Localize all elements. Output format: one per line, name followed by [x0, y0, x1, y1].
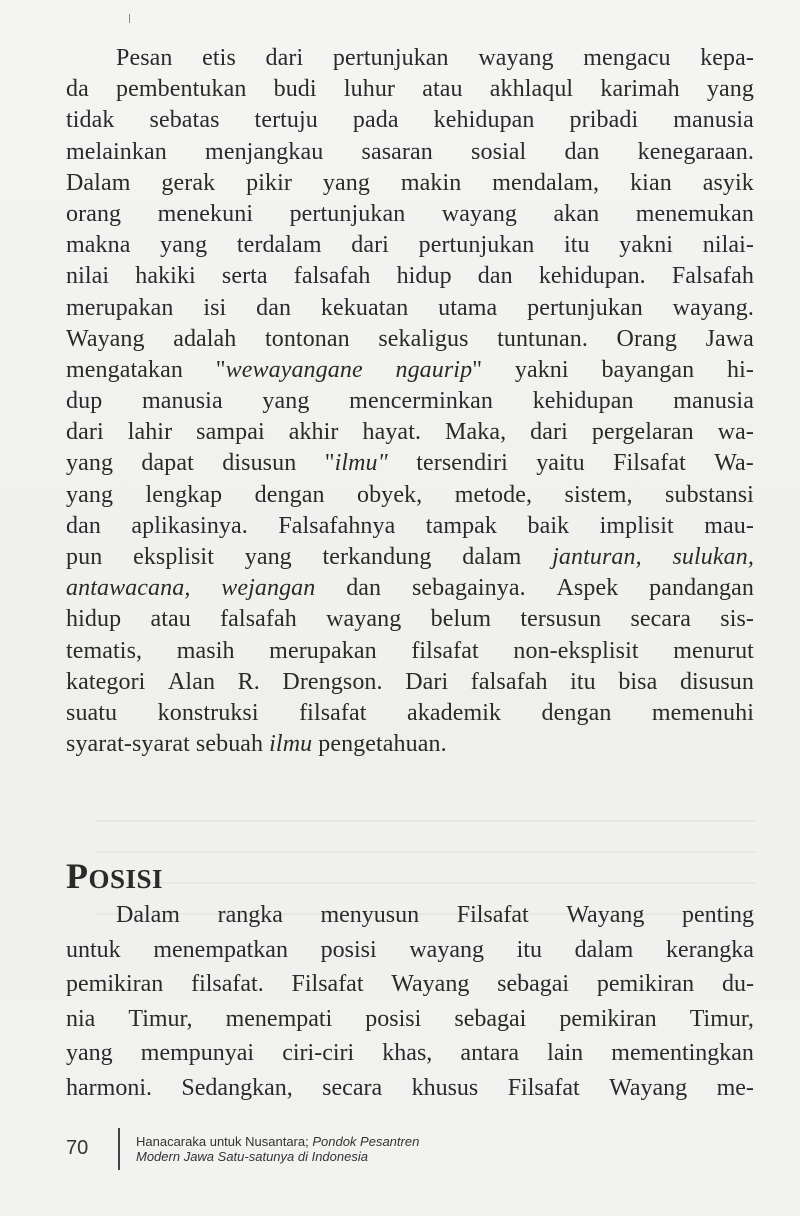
word: terkandung: [322, 544, 432, 570]
word: pemikiran: [596, 971, 695, 997]
word: terdalam: [236, 232, 322, 259]
word: Falsafahnya: [278, 512, 396, 539]
word: dari: [351, 232, 389, 259]
word: Dalam: [116, 902, 180, 928]
word: nia: [66, 1005, 96, 1032]
body-line: [66, 230, 754, 261]
word: obyek,: [357, 481, 423, 508]
word: Sedangkan,: [181, 1074, 293, 1101]
word: sasaran: [361, 138, 433, 165]
word: manusia: [142, 388, 223, 415]
word: disusun: [679, 668, 754, 695]
word: Pesan: [116, 45, 173, 71]
word: mementingkan: [611, 1040, 754, 1066]
word: pada: [352, 107, 399, 134]
section-line: [66, 1071, 754, 1106]
word: akhir: [288, 419, 339, 446]
word: bisa: [618, 668, 658, 695]
word: Filsafat: [613, 450, 686, 477]
word: tertuju: [254, 107, 318, 134]
word: pengetahuan.: [318, 731, 447, 758]
word: wejangan: [221, 575, 316, 602]
heading-initial: P: [66, 856, 89, 896]
word: tampak: [425, 512, 498, 539]
word: falsafah: [220, 606, 297, 633]
word: hidup: [66, 606, 122, 633]
word: yang: [262, 388, 310, 415]
word: akan: [553, 200, 600, 227]
word: yaitu: [536, 450, 585, 477]
word: falsafah: [470, 668, 548, 695]
word: substansi: [665, 481, 754, 508]
word: orang: [66, 200, 122, 227]
word: yang: [66, 1040, 113, 1066]
section-line: [66, 933, 754, 968]
word: pertunjukan: [418, 232, 535, 259]
word: pertunjukan: [527, 294, 643, 321]
word: mempunyai: [140, 1040, 255, 1066]
word: menyusun: [320, 902, 420, 928]
word: asyik: [702, 169, 754, 196]
word: yang: [322, 169, 370, 196]
word: makna: [66, 232, 131, 259]
section-line: [66, 967, 754, 1002]
word: sebatas: [149, 107, 220, 134]
word: dan: [346, 575, 382, 602]
word: eksplisit: [133, 544, 214, 570]
word: pertunjukan: [332, 45, 449, 71]
word: sulukan,: [672, 544, 754, 570]
body-line: [66, 199, 754, 230]
word: pun: [66, 544, 103, 570]
word: adalah: [173, 325, 237, 352]
word: manusia: [673, 388, 754, 415]
word: yang: [244, 544, 292, 570]
word: wayang.: [672, 294, 754, 321]
word: lengkap: [145, 481, 223, 508]
word: pemikiran: [559, 1005, 657, 1032]
word: menekuni: [157, 200, 254, 227]
word: Wayang: [609, 1074, 688, 1101]
word: sebagainya.: [411, 575, 526, 602]
word: Drengson.: [282, 668, 383, 695]
word: kategori: [66, 668, 146, 695]
body-line: [66, 386, 754, 417]
word: sosial: [471, 138, 527, 165]
word: suatu: [66, 699, 118, 726]
word: Filsafat: [291, 971, 364, 997]
word: tersendiri: [416, 450, 508, 477]
word: syarat-syarat: [66, 731, 190, 758]
word: Filsafat: [507, 1074, 580, 1101]
word: dan: [256, 294, 292, 321]
word: Filsafat: [456, 902, 529, 928]
word: rangka: [217, 902, 283, 928]
word: pandangan: [649, 575, 754, 602]
word: merupakan: [269, 637, 377, 664]
word: wayang: [326, 606, 402, 633]
word: Orang: [616, 325, 678, 352]
word: Dalam: [66, 169, 131, 196]
word: ciri-ciri: [282, 1040, 355, 1066]
word: itu: [563, 232, 590, 259]
word: luhur: [343, 76, 396, 103]
word: ngaurip": [395, 356, 483, 383]
word: metode,: [454, 481, 533, 508]
body-line: [66, 636, 754, 667]
word: posisi: [320, 936, 377, 963]
body-line: [66, 667, 754, 698]
body-line: [66, 43, 754, 74]
word: dapat: [141, 450, 194, 477]
word: menurut: [673, 637, 754, 664]
word: Timur,: [128, 1005, 193, 1032]
word: akademik: [406, 699, 502, 726]
word: disusun: [222, 450, 297, 477]
section-line: [66, 898, 754, 933]
word: kehidupan.: [538, 263, 646, 290]
footer-divider: [118, 1128, 120, 1170]
word: tuntunan.: [497, 325, 588, 352]
book-title: Hanacaraka untuk Nusantara;: [136, 1134, 309, 1149]
word: isi: [203, 294, 227, 321]
body-line: [66, 729, 754, 760]
word: untuk: [66, 936, 121, 963]
word: lain: [547, 1040, 584, 1066]
word: atau: [422, 76, 463, 103]
word: Maka,: [445, 419, 507, 446]
word: utama: [438, 294, 498, 321]
word: filsafat: [299, 699, 367, 726]
word: mencerminkan: [349, 388, 493, 415]
word: kepa-: [700, 45, 754, 71]
word: wa-: [717, 419, 754, 446]
word: bayangan: [601, 356, 695, 383]
word: "wewayangane: [215, 356, 363, 383]
word: sekaligus: [378, 325, 469, 352]
word: itu: [570, 668, 596, 695]
word: yakni: [619, 232, 674, 259]
word: wayang: [409, 936, 484, 963]
word: baik: [527, 512, 570, 539]
word: secara: [322, 1074, 383, 1101]
word: hi-: [726, 356, 754, 383]
word: gerak: [161, 169, 216, 196]
body-line: [66, 261, 754, 292]
word: sampai: [196, 419, 265, 446]
body-line: [66, 573, 754, 604]
body-line: [66, 355, 754, 386]
body-line: [66, 137, 754, 168]
word: Wa-: [714, 450, 754, 477]
word: Jawa: [705, 325, 754, 352]
word: falsafah: [293, 263, 371, 290]
word: menempati: [225, 1005, 333, 1032]
word: pembentukan: [116, 76, 247, 103]
word: wayang: [478, 45, 554, 71]
word: Wayang: [66, 325, 145, 352]
body-line: [66, 542, 754, 573]
word: kenegaraan.: [637, 138, 754, 165]
word: du-: [721, 971, 754, 997]
word: tidak: [66, 107, 115, 134]
body-paragraph: [66, 43, 754, 760]
word: menemukan: [635, 200, 754, 227]
word: sebagai: [497, 971, 570, 997]
word: kerangka: [665, 936, 754, 963]
section-paragraph: [66, 898, 754, 1105]
word: dengan: [254, 481, 325, 508]
word: hakiki: [135, 263, 196, 290]
body-line: [66, 480, 754, 511]
word: Wayang: [566, 902, 645, 928]
word: wayang: [441, 200, 518, 227]
word: manusia: [673, 107, 754, 134]
word: akhlaqul: [489, 76, 574, 103]
word: implisit: [599, 512, 674, 539]
word: makin: [400, 169, 462, 196]
page-number: 70: [66, 1137, 89, 1159]
word: Dari: [405, 668, 449, 695]
body-line: [66, 604, 754, 635]
word: Aspek: [556, 575, 619, 602]
word: janturan,: [552, 544, 642, 570]
word: dengan: [541, 699, 612, 726]
word: dup: [66, 388, 103, 415]
word: yakni: [514, 356, 569, 383]
word: dari: [66, 419, 104, 446]
word: lahir: [127, 419, 173, 446]
page-footer: [66, 1128, 766, 1174]
word: memenuhi: [651, 699, 754, 726]
heading-rest: OSISI: [88, 864, 164, 894]
book-subtitle-2: Modern Jawa Satu-satunya di Indonesia: [136, 1149, 368, 1164]
word: kehidupan: [532, 388, 634, 415]
word: dari: [265, 45, 304, 71]
word: penting: [681, 902, 754, 928]
word: sebagai: [454, 1005, 527, 1032]
word: melainkan: [66, 138, 167, 165]
word: yang: [706, 76, 754, 103]
word: budi: [273, 76, 317, 103]
word: da: [66, 76, 89, 103]
word: yang: [66, 481, 114, 508]
word: nilai-: [702, 232, 754, 259]
word: serta: [221, 263, 268, 290]
word: dalam: [574, 936, 634, 963]
section-line: [66, 1036, 754, 1071]
word: mau-: [704, 512, 754, 539]
word: Timur,: [689, 1005, 754, 1032]
section-line: [66, 1002, 754, 1037]
word: sebuah: [195, 731, 264, 758]
word: pribadi: [569, 107, 639, 134]
word: nilai: [66, 263, 110, 290]
word: sistem,: [564, 481, 633, 508]
word: kekuatan: [320, 294, 409, 321]
word: filsafat.: [191, 971, 264, 997]
word: etis: [202, 45, 236, 71]
word: yang: [66, 450, 114, 477]
body-line: [66, 168, 754, 199]
word: sis-: [720, 606, 754, 633]
word: dan: [564, 138, 600, 165]
word: dan: [66, 512, 101, 539]
word: Alan: [168, 668, 216, 695]
word: dalam: [462, 544, 522, 570]
word: "ilmu": [324, 450, 388, 477]
word: kian: [630, 169, 672, 196]
word: masih: [176, 637, 235, 664]
word: atau: [150, 606, 191, 633]
body-line: [66, 448, 754, 479]
word: hidup: [396, 263, 452, 290]
body-line: [66, 74, 754, 105]
word: mengatakan: [66, 356, 183, 383]
word: karimah: [600, 76, 680, 103]
word: khas,: [382, 1040, 433, 1066]
word: Wayang: [391, 971, 470, 997]
word: aplikasinya.: [131, 512, 248, 539]
body-line: [66, 293, 754, 324]
word: menjangkau: [205, 138, 324, 165]
word: tontonan: [264, 325, 350, 352]
running-footer: [136, 1134, 419, 1164]
word: mendalam,: [492, 169, 600, 196]
book-subtitle-1: Pondok Pesantren: [312, 1134, 420, 1149]
word: itu: [516, 936, 542, 963]
word: Falsafah: [671, 263, 754, 290]
word: R.: [237, 668, 260, 695]
word: hayat.: [362, 419, 422, 446]
word: me-: [716, 1074, 754, 1101]
word: pikir: [246, 169, 292, 196]
word: khusus: [411, 1074, 479, 1101]
word: dan: [477, 263, 513, 290]
word: pemikiran: [66, 971, 164, 997]
word: pertunjukan: [289, 200, 406, 227]
body-line: [66, 105, 754, 136]
word: konstruksi: [157, 699, 259, 726]
body-line: [66, 698, 754, 729]
word: non-eksplisit: [513, 637, 639, 664]
word: dari: [530, 419, 568, 446]
scan-mark: [129, 14, 130, 23]
word: secara: [630, 606, 691, 633]
word: mengacu: [583, 45, 671, 71]
word: antawacana,: [66, 575, 191, 602]
word: posisi: [365, 1005, 422, 1032]
word: harmoni.: [66, 1074, 152, 1101]
word: belum: [430, 606, 492, 633]
word: kehidupan: [433, 107, 535, 134]
body-line: [66, 417, 754, 448]
word: tematis,: [66, 637, 143, 664]
word: antara: [460, 1040, 520, 1066]
word: yang: [160, 232, 208, 259]
body-line: [66, 511, 754, 542]
word: menempatkan: [153, 936, 288, 963]
body-line: [66, 324, 754, 355]
word: tersusun: [520, 606, 602, 633]
word: ilmu: [269, 731, 313, 758]
word: pergelaran: [591, 419, 694, 446]
word: filsafat: [411, 637, 479, 664]
section-heading: [66, 855, 163, 897]
word: merupakan: [66, 294, 174, 321]
